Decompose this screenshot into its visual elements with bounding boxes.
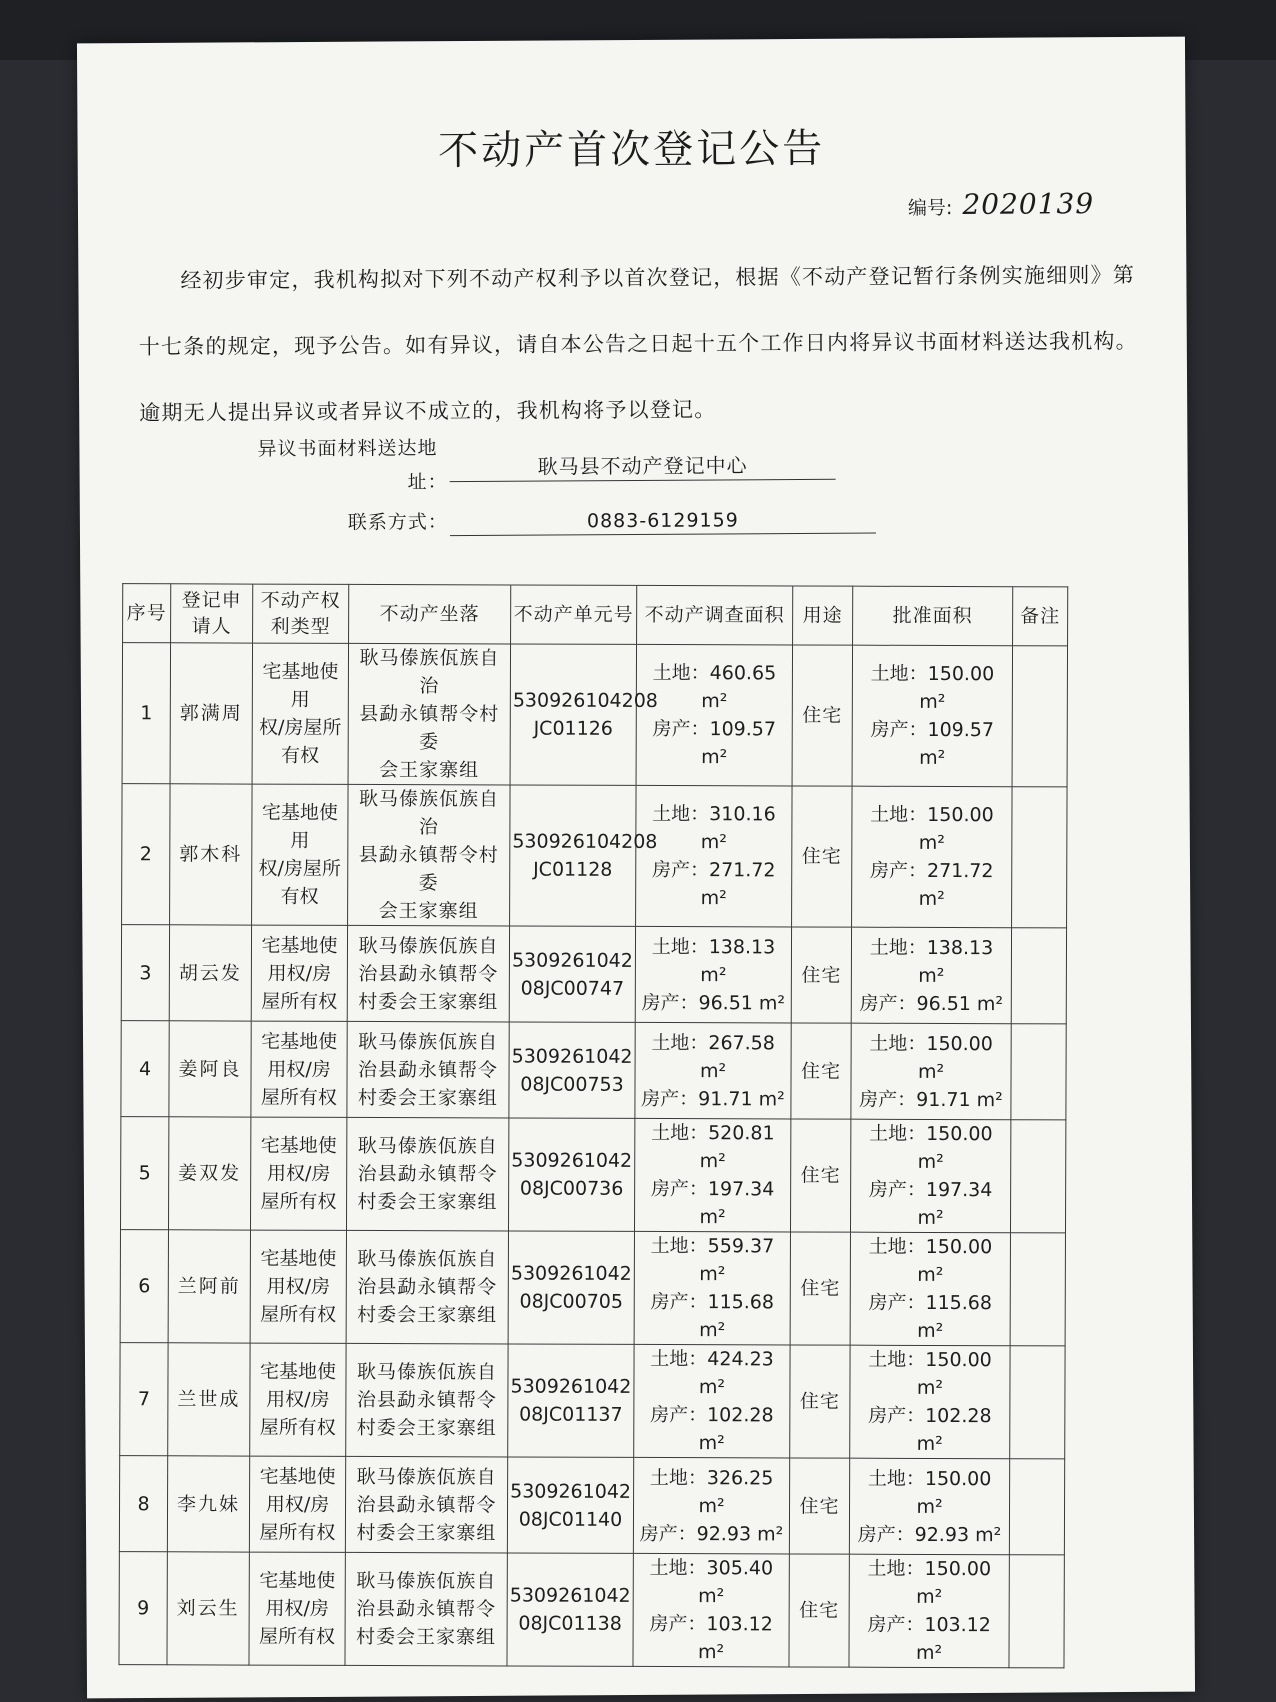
cell-right-type-line: 权/房屋所 [259,716,342,739]
cell-right-type-line: 宅基地使用 [262,660,339,711]
cell-unit-no-line: 08JC01137 [519,1403,623,1426]
cell-location [348,643,510,785]
cell-location-line: 治县勐永镇帮令 [357,1162,498,1186]
cell-unit-no-line: 08JC00736 [519,1177,624,1200]
cell-remark [1010,1346,1065,1459]
cell-survey-area-line: 房产：91.71 m² [641,1087,785,1110]
cell-seq: 6 [120,1230,168,1343]
cell-seq: 7 [120,1343,168,1456]
cell-usage: 住宅 [790,1345,850,1458]
cell-approved-area-line: 房产：197.34 m² [868,1178,993,1230]
cell-unit-no-line: 5309261042 [510,1375,632,1398]
cell-approved-area-line: 房产：91.71 m² [859,1088,1003,1111]
cell-right-type [250,1230,346,1343]
cell-right-type-line: 宅基地使 [259,1465,336,1488]
cell-location-line: 治县勐永镇帮令 [358,962,499,985]
cell-right-type-line: 宅基地使 [260,1247,337,1270]
cell-remark [1009,1459,1064,1555]
cell-location [346,1117,508,1231]
header-remarks: 备注 [1013,587,1068,646]
cell-right-type-line: 用权/房 [267,962,332,985]
cell-survey-area-line: 房产：109.57 m² [652,717,777,769]
cell-approved-area-line: 土地：150.00 m² [869,1032,993,1083]
cell-unit-no-line: 08JC01140 [518,1508,623,1531]
cell-right-type [251,925,347,1021]
cell-seq: 5 [120,1117,168,1230]
cell-approved-area-line: 土地：150.00 m² [868,1348,992,1400]
cell-unit-no-line: 5309261042 [510,1479,632,1503]
cell-unit-no-line: 5309261042 [510,1262,632,1285]
cell-location-line: 耿马傣族佤族自 [356,1465,497,1488]
table-row [120,1230,1065,1346]
cell-right-type [252,643,348,784]
cell-survey-area-line: 土地：310.16 m² [652,802,776,854]
cell-right-type-line: 用权/房 [266,1162,331,1185]
cell-right-type [252,784,348,925]
cell-unit-no-line: 5309261042 [511,948,633,972]
cell-approved-area [849,1458,1009,1555]
cell-right-type-line: 用权/房 [266,1275,331,1298]
cell-right-type-line: 屋所有权 [259,1416,336,1439]
cell-unit-no [507,1553,633,1666]
cell-approved-area-line: 房产：271.72 m² [869,859,994,911]
serial-number [908,187,1094,221]
cell-approved-area-line: 土地：150.00 m² [867,1557,992,1609]
cell-location-line: 县勐永镇帮令村委 [358,843,499,895]
cell-survey-area-line: 房产：102.28 m² [650,1403,774,1455]
cell-right-type-line: 用权/房 [267,1058,331,1081]
cell-usage: 住宅 [789,1554,849,1667]
cell-right-type [250,1117,346,1230]
cell-right-type-line: 用权/房 [265,1597,329,1620]
cell-approved-area-line: 房产：92.93 m² [857,1523,1002,1546]
cell-right-type [249,1552,345,1665]
cell-location [345,1552,507,1666]
cell-location-line: 耿马傣族佤族自 [358,934,499,957]
cell-survey-area-line: 房产：96.51 m² [641,991,786,1014]
cell-unit-no-line: 5309261042 [509,1584,631,1607]
cell-seq: 2 [122,784,170,925]
table-header-row [123,584,1068,646]
cell-seq: 9 [119,1552,167,1665]
cell-location-line: 耿马傣族佤族自 [357,1134,498,1158]
serial-handwritten: 2020139 [962,187,1095,221]
cell-survey-area-line: 土地：305.40 m² [649,1556,774,1608]
header-seq: 序号 [123,584,171,643]
cell-survey-area-line: 房产：103.12 m² [649,1612,773,1664]
cell-applicant: 姜阿良 [169,1021,251,1117]
cell-remark [1012,787,1067,928]
cell-right-type-line: 屋所有权 [259,1521,336,1544]
cell-usage: 住宅 [791,927,851,1023]
cell-remark [1010,1120,1065,1233]
cell-approved-area [851,927,1011,1024]
table-body [119,643,1068,1668]
cell-unit-no-line: 08JC00705 [519,1290,624,1313]
cell-seq: 3 [121,925,169,1021]
cell-right-type-line: 宅基地使 [261,1030,338,1053]
cell-survey-area [635,926,791,1023]
table-row [121,1021,1066,1120]
cell-location-line: 村委会王家寨组 [357,1086,498,1109]
cell-right-type [251,1021,347,1117]
cell-location-line: 会王家寨组 [379,759,480,782]
cell-location [346,1230,508,1344]
cell-unit-no [507,1457,633,1553]
cell-remark [1010,1233,1065,1346]
cell-applicant: 郭满周 [170,643,252,784]
cell-unit-no-line: 5309261042 [511,1149,633,1172]
serial-label: 编号: [907,197,953,220]
cell-approved-area-line: 房产：109.57 m² [870,718,995,770]
cell-unit-no [508,1344,634,1457]
cell-usage: 住宅 [792,645,852,786]
cell-location-line: 耿马傣族佤族自治 [359,646,500,698]
cell-unit-no-line: 08JC00753 [520,1073,624,1096]
cell-applicant: 郭木科 [170,784,252,925]
table-row [122,784,1067,928]
cell-survey-area-line: 土地：559.37 m² [650,1234,775,1286]
cell-survey-area-line: 房产：197.34 m² [650,1177,775,1229]
cell-usage: 住宅 [791,1023,851,1119]
cell-approved-area [849,1554,1009,1668]
cell-approved-area-line: 土地：138.13 m² [869,936,994,987]
notice-paper [77,37,1195,1699]
cell-survey-area [634,1231,790,1345]
cell-survey-area [633,1553,789,1667]
cell-right-type-line: 宅基地使 [261,934,338,957]
cell-approved-area-line: 土地：150.00 m² [870,662,995,714]
table-row [122,643,1067,787]
cell-location [347,1021,509,1118]
cell-approved-area-line: 房产：102.28 m² [868,1404,992,1456]
cell-right-type-line: 屋所有权 [260,1190,337,1213]
cell-unit-no [509,926,635,1022]
cell-approved-area [852,645,1012,787]
cell-location-line: 治县勐永镇帮令 [356,1597,497,1621]
cell-right-type-line: 宅基地使 [260,1134,337,1157]
cell-right-type-line: 有权 [281,744,320,767]
cell-seq: 8 [119,1456,167,1552]
cell-survey-area-line: 土地：424.23 m² [650,1347,774,1399]
cell-unit-no-line: 5309261042 [511,1044,633,1068]
cell-unit-no [510,785,658,926]
cell-location-line: 耿马傣族佤族自治 [358,787,500,839]
notice-paragraph: 经初步审定，我机构拟对下列不动产权利予以首次登记，根据《不动产登记暂行条例实施细则》第十七条的规定，现予公告。如有异议，请自本公告之日起十五个工作日内将异议书面材料送达我机构。逾期无人提出异议或者异议不成立的，我机构将予以登记。 [138,262,1138,426]
cell-right-type-line: 宅基地使用 [261,801,338,852]
cell-survey-area [634,1118,790,1232]
cell-location-line: 会王家寨组 [378,900,479,923]
cell-unit-no [510,644,658,785]
cell-usage: 住宅 [789,1458,849,1554]
cell-applicant: 胡云发 [169,925,251,1021]
cell-location-line: 村委会王家寨组 [358,990,499,1013]
address-label-line-2: 址： [407,471,448,494]
header-right-type: 不动产权利类型 [253,584,349,643]
cell-applicant: 李九妹 [167,1456,249,1552]
cell-survey-area [634,1344,790,1458]
cell-remark [1011,1024,1066,1120]
cell-survey-area-line: 土地：138.13 m² [651,935,776,986]
cell-seq: 4 [121,1021,169,1117]
cell-unit-no-line: JC01128 [533,858,613,881]
contact-label: 联系方式： [347,511,448,534]
cell-location-line: 村委会王家寨组 [356,1416,497,1440]
cell-survey-area-line: 房产：115.68 m² [650,1290,775,1342]
address-value: 耿马县不动产登记中心 [449,451,835,482]
table-row [119,1456,1064,1555]
cell-location-line: 村委会王家寨组 [356,1625,497,1649]
cell-unit-no [508,1231,634,1344]
table-row [119,1552,1064,1668]
cell-approved-area [852,786,1012,928]
cell-applicant: 兰世成 [168,1343,250,1456]
header-usage: 用途 [793,586,853,645]
cell-location [347,925,509,1022]
cell-approved-area-line: 房产：96.51 m² [859,992,1004,1015]
contact-value: 0883-6129159 [450,507,876,537]
cell-approved-area-line: 房产：115.68 m² [868,1291,993,1343]
cell-right-type-line: 权/房屋所 [258,857,341,880]
header-survey-area: 不动产调查面积 [637,585,793,645]
cell-location-line: 耿马傣族佤族自 [356,1569,497,1593]
cell-unit-no-line: 530926104208 [512,689,658,713]
cell-location [348,784,510,926]
cell-right-type-line: 用权/房 [265,1493,330,1516]
cell-remark [1011,928,1066,1024]
cell-unit-no [509,1022,635,1118]
cell-location-line: 县勐永镇帮令村委 [359,702,500,754]
cell-usage: 住宅 [790,1119,850,1232]
cell-unit-no [508,1118,634,1231]
cell-seq: 1 [122,643,170,784]
cell-approved-area [850,1119,1010,1233]
cell-right-type [249,1456,345,1552]
cell-location-line: 村委会王家寨组 [357,1190,498,1214]
cell-right-type-line: 有权 [280,885,319,908]
cell-survey-area [633,1457,789,1554]
cell-approved-area-line: 房产：103.12 m² [867,1613,991,1665]
cell-survey-area-line: 土地：460.65 m² [652,661,777,713]
cell-approved-area-line: 土地：150.00 m² [869,1122,993,1174]
address-label-line-1: 异议书面材料送达地 [257,437,438,461]
cell-usage: 住宅 [790,1232,850,1345]
header-approved-area: 批准面积 [853,586,1013,646]
cell-location-line: 耿马傣族佤族自 [356,1360,498,1384]
cell-location-line: 耿马傣族佤族自 [358,1030,499,1053]
header-unit-no: 不动产单元号 [511,585,637,644]
notice-title: 不动产首次登记公告 [437,125,826,175]
cell-survey-area [636,785,792,927]
cell-applicant: 姜双发 [168,1117,250,1230]
cell-approved-area [850,1232,1010,1346]
cell-location-line: 治县勐永镇帮令 [358,1058,499,1081]
cell-approved-area-line: 土地：150.00 m² [868,1235,993,1287]
cell-unit-no-line: 08JC00747 [520,977,625,1000]
cell-right-type-line: 屋所有权 [261,990,338,1013]
cell-location [345,1456,507,1553]
header-location: 不动产坐落 [349,584,511,644]
cell-approved-area-line: 土地：150.00 m² [867,1467,992,1518]
cell-survey-area-line: 土地：520.81 m² [651,1121,775,1173]
cell-approved-area [850,1345,1010,1459]
cell-right-type-line: 宅基地使 [259,1360,337,1383]
cell-remark [1009,1555,1064,1668]
table-row [120,1117,1065,1233]
cell-unit-no-line: 530926104208 [512,830,658,854]
cell-right-type-line: 屋所有权 [260,1303,337,1326]
cell-right-type-line: 宅基地使 [259,1569,336,1592]
cell-location-line: 治县勐永镇帮令 [357,1275,498,1299]
cell-location-line: 村委会王家寨组 [356,1521,497,1544]
cell-survey-area-line: 房产：271.72 m² [651,858,776,910]
cell-applicant: 刘云生 [167,1552,249,1665]
cell-location-line: 村委会王家寨组 [357,1303,498,1327]
cell-location [346,1343,508,1457]
cell-survey-area-line: 土地：326.25 m² [649,1466,774,1517]
cell-right-type-line: 屋所有权 [259,1625,336,1648]
registration-table [118,583,1068,1668]
cell-right-type-line: 用权/房 [266,1388,330,1411]
cell-applicant: 兰阿前 [168,1230,250,1343]
address-label [257,431,447,500]
cell-survey-area-line: 土地：267.58 m² [651,1031,775,1082]
cell-unit-no-line: JC01126 [533,717,613,740]
header-applicant: 登记申请人 [171,584,253,643]
cell-right-type [250,1343,346,1456]
cell-usage: 住宅 [792,786,852,927]
table-row [121,925,1066,1024]
cell-survey-area-line: 房产：92.93 m² [639,1522,784,1545]
cell-unit-no-line: 08JC01138 [518,1612,622,1635]
cell-survey-area [636,644,792,786]
cell-location-line: 治县勐永镇帮令 [356,1388,497,1412]
cell-approved-area [851,1023,1011,1120]
cell-right-type-line: 屋所有权 [260,1086,337,1109]
cell-remark [1012,646,1067,787]
cell-location-line: 耿马傣族佤族自 [357,1247,498,1271]
cell-approved-area-line: 土地：150.00 m² [870,803,994,855]
table-row [120,1343,1065,1459]
cell-location-line: 治县勐永镇帮令 [356,1493,497,1516]
cell-survey-area [635,1022,791,1119]
